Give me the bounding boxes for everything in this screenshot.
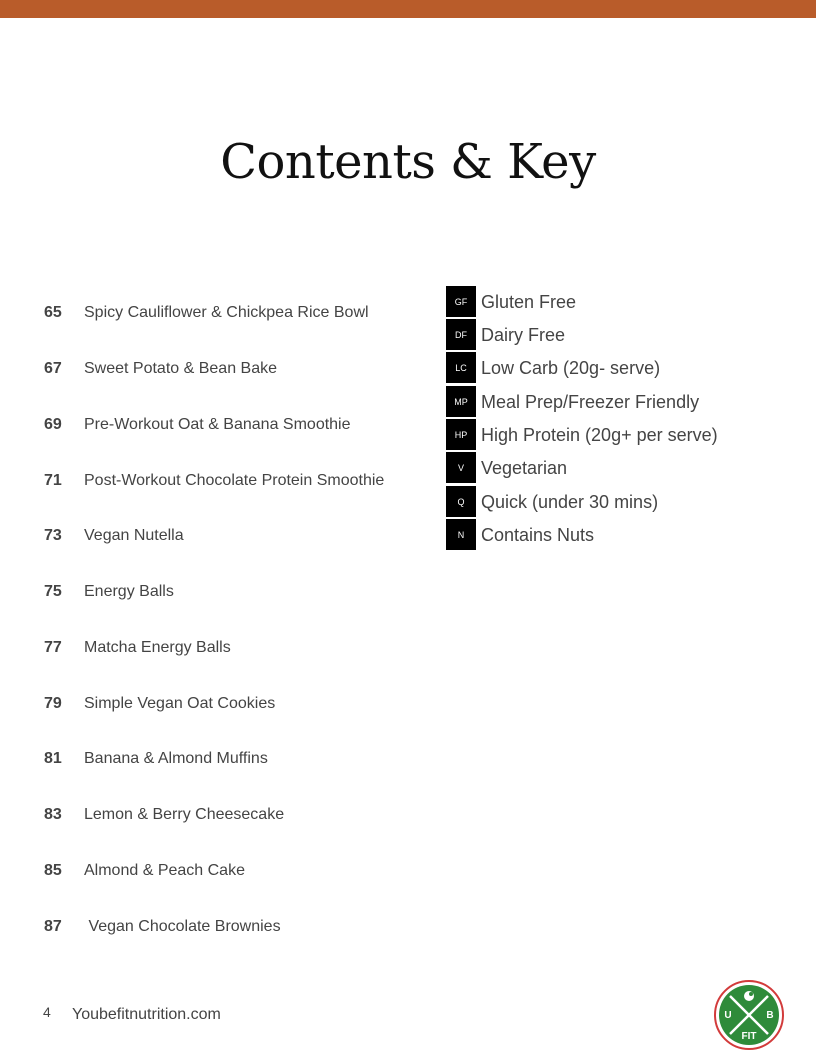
- contents-entry: [44, 692, 424, 716]
- contents-recipe-title: Vegan Nutella: [84, 527, 184, 544]
- top-accent-bar: [0, 0, 816, 18]
- key-label: Low Carb (20g- serve): [481, 357, 661, 378]
- contents-entry: [44, 859, 424, 883]
- contents-recipe-title: Matcha Energy Balls: [84, 639, 231, 656]
- contents-entry: [44, 915, 424, 939]
- key-label: Vegetarian: [481, 457, 568, 478]
- key-label: Quick (under 30 mins): [481, 491, 659, 512]
- contents-recipe-title: Pre-Workout Oat & Banana Smoothie: [84, 416, 351, 433]
- footer-page-number: 4: [43, 1004, 51, 1020]
- ubfit-logo-icon: [714, 980, 784, 1050]
- key-label: High Protein (20g+ per serve): [481, 424, 718, 445]
- key-label: Contains Nuts: [481, 524, 595, 545]
- key-badge: MP: [446, 386, 476, 418]
- key-badge: LC: [446, 352, 476, 384]
- contents-entry: [44, 580, 424, 604]
- key-badge: Q: [446, 486, 476, 518]
- contents-page-number: 85: [44, 862, 62, 879]
- contents-recipe-title: Post-Workout Chocolate Protein Smoothie: [84, 472, 385, 489]
- key-entry-gluten-free: [446, 286, 786, 318]
- contents-entry: [44, 413, 424, 437]
- key-entry-vegetarian: [446, 452, 786, 484]
- contents-entry: [44, 636, 424, 660]
- key-badge: N: [446, 519, 476, 551]
- contents-entry: [44, 803, 424, 827]
- contents-recipe-title: Energy Balls: [84, 583, 174, 600]
- key-badge: V: [446, 452, 476, 484]
- svg-text:FIT: FIT: [741, 1031, 757, 1042]
- contents-recipe-title: Sweet Potato & Bean Bake: [84, 360, 278, 377]
- contents-recipe-title: Vegan Chocolate Brownies: [84, 918, 281, 935]
- contents-page-number: 71: [44, 472, 62, 489]
- contents-page-number: 69: [44, 416, 62, 433]
- key-entry-high-protein: [446, 419, 786, 451]
- key-badge: GF: [446, 286, 476, 318]
- svg-text:U: U: [724, 1010, 732, 1021]
- key-label: Meal Prep/Freezer Friendly: [481, 391, 700, 412]
- key-entry-quick: [446, 486, 786, 518]
- footer-website: Youbefitnutrition.com: [72, 1006, 221, 1023]
- key-entry-low-carb: [446, 352, 786, 384]
- contents-recipe-title: Almond & Peach Cake: [84, 862, 245, 879]
- key-label: Dairy Free: [481, 324, 566, 345]
- contents-page-number: 79: [44, 695, 62, 712]
- svg-text:B: B: [766, 1010, 774, 1021]
- contents-page-number: 65: [44, 304, 62, 321]
- contents-page-number: 75: [44, 583, 62, 600]
- key-label: Gluten Free: [481, 291, 577, 312]
- contents-page-number: 77: [44, 639, 62, 656]
- contents-entry: [44, 524, 424, 548]
- contents-page-number: 81: [44, 750, 62, 767]
- page-title: Contents & Key: [220, 134, 596, 190]
- key-entry-contains-nuts: [446, 519, 786, 551]
- key-badge: HP: [446, 419, 476, 451]
- contents-recipe-title: Simple Vegan Oat Cookies: [84, 695, 276, 712]
- contents-page-number: 67: [44, 360, 62, 377]
- contents-entry: [44, 469, 424, 493]
- key-entry-dairy-free: [446, 319, 786, 351]
- contents-page-number: 87: [44, 918, 62, 935]
- contents-entry: [44, 747, 424, 771]
- contents-recipe-title: Spicy Cauliflower & Chickpea Rice Bowl: [84, 304, 369, 321]
- contents-recipe-title: Banana & Almond Muffins: [84, 750, 268, 767]
- key-entry-meal-prep: [446, 386, 786, 418]
- contents-entry: [44, 301, 424, 325]
- contents-page-number: 73: [44, 527, 62, 544]
- contents-page-number: 83: [44, 806, 62, 823]
- contents-recipe-title: Lemon & Berry Cheesecake: [84, 806, 285, 823]
- key-badge: DF: [446, 319, 476, 351]
- contents-entry: [44, 357, 424, 381]
